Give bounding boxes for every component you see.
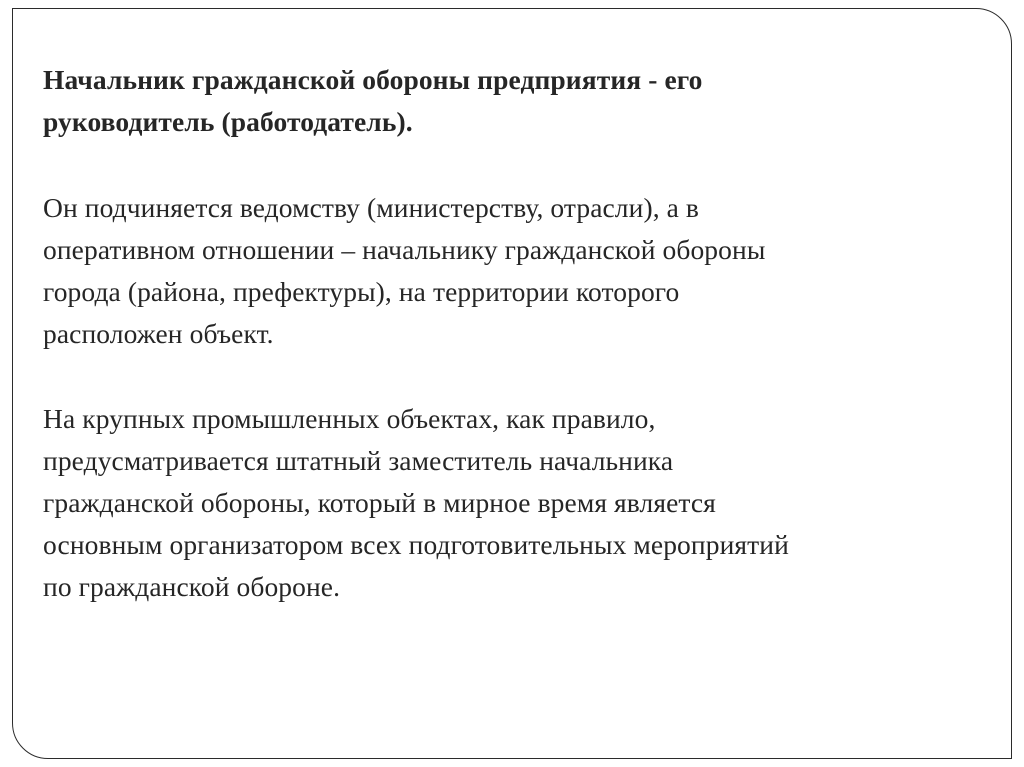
text-line: На крупных промышленных объектах, как правило,	[43, 403, 656, 434]
slide-frame	[12, 8, 1012, 759]
text-line: Начальник гражданской обороны предприятия - его	[43, 64, 703, 95]
text-line: расположен объект.	[43, 318, 274, 349]
text-line: руководитель (работодатель).	[43, 106, 413, 137]
text-line: предусматривается штатный заместитель начальника	[43, 445, 674, 476]
text-line: основным организатором всех подготовительных мероприятий	[43, 529, 789, 560]
subordination-paragraph	[43, 187, 993, 355]
text-line: гражданской обороны, который в мирное время является	[43, 487, 716, 518]
text-line: Он подчиняется ведомству (министерству, отрасли), а в	[43, 192, 700, 223]
heading-paragraph	[43, 59, 993, 143]
slide-content	[43, 59, 993, 651]
text-line: города (района, префектуры), на территории которого	[43, 276, 680, 307]
text-line: оперативном отношении – начальнику гражданской обороны	[43, 234, 766, 265]
deputy-paragraph	[43, 398, 993, 608]
text-line: по гражданской обороне.	[43, 571, 341, 602]
